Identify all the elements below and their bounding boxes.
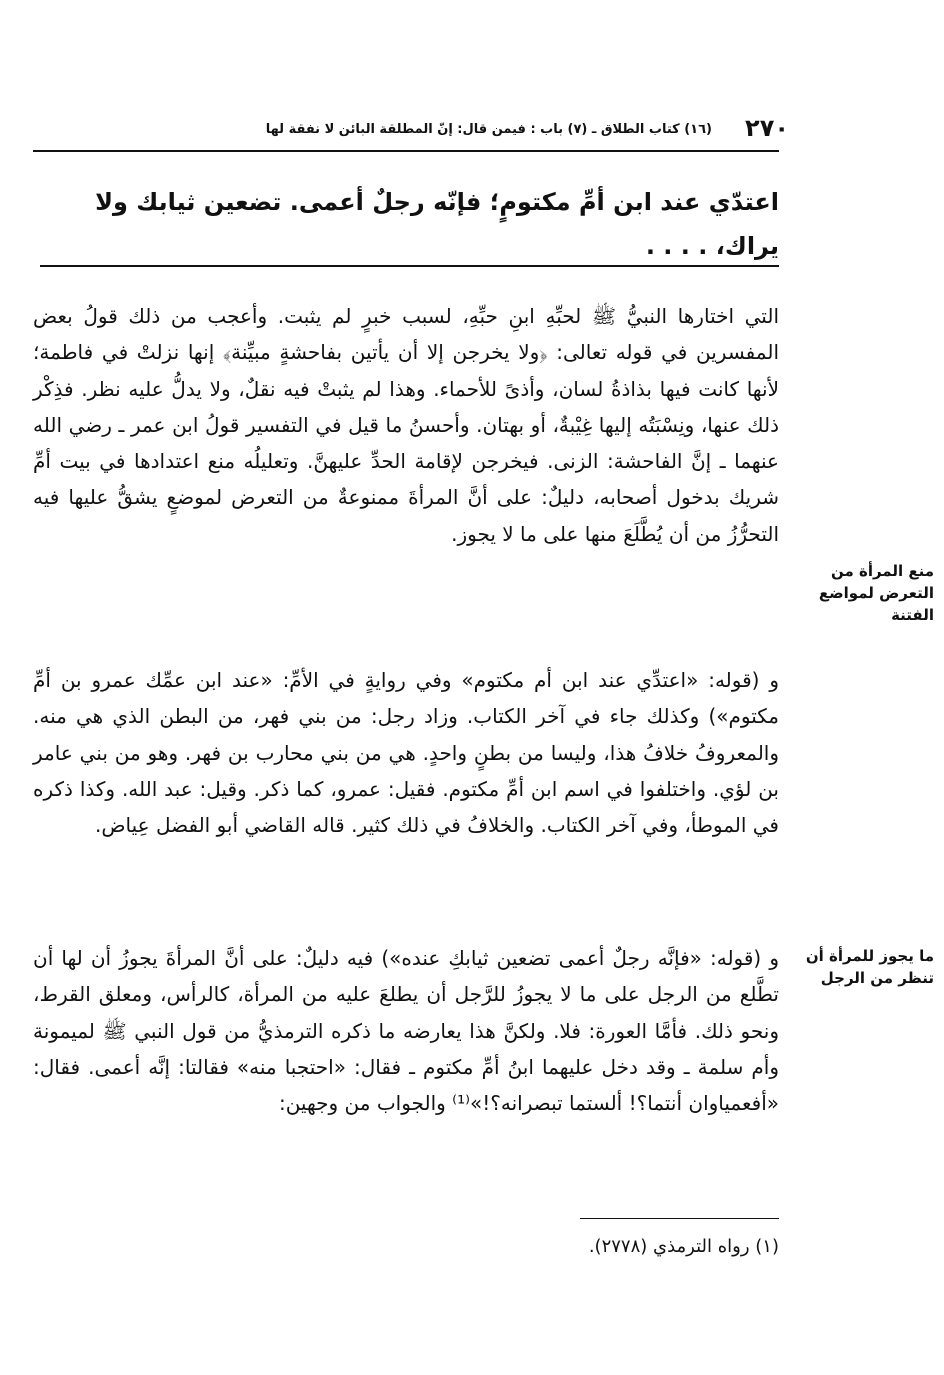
hadith-divider bbox=[40, 265, 779, 267]
running-title: (١٦) كتاب الطلاق ـ (٧) باب : فيمن قال: إنّ المطلقة البائن لا نفقة لها bbox=[265, 122, 712, 137]
commentary-paragraph-2: و (قوله: «اعتدِّي عند ابن أم مكتوم» وفي روايةٍ في الأمِّ: «عند ابن عمِّك عمرو بن أمِّ مكتوم») وكذلك جاء في آخر الكتاب. وزاد رجل: من بني فهر، من البطن الذي هي منه. والمعروفُ خلافُ هذا، وليسا من بطنٍ واحدٍ. هي من بني محارب بن فهر. وهو من بني عامر بن لؤي. واختلفوا في اسم ابن أمِّ مكتوم. فقيل: عمرو، كما ذكر. وقيل: عبد الله. وكذا ذكره في الموطأ، وفي آخر الكتاب. والخلافُ في ذلك كثير. قاله القاضي أبو الفضل عِياض. bbox=[33, 668, 779, 838]
footnote: (١) رواه الترمذي (٢٧٧٨). bbox=[588, 1236, 779, 1257]
page-number: ٢٧٠ bbox=[745, 114, 789, 142]
commentary-paragraph-3: و (قوله: «فإنَّه رجلٌ أعمى تضعين ثيابكِ عنده») فيه دليلٌ: على أنَّ المرأةَ يجوزُ أن لها أن تطَّلع من الرجل على ما لا يجوزُ للرَّجل أن يطلعَ عليه من المرأة، كالرأس، ومعلق القرط، ونحو ذلك. فأمَّا العورة: فلا. ولكنَّ هذا يعارضه ما ذكره الترمذيُّ من قول النبي ﷺ لميمونة وأم سلمة ـ وقد دخل عليهما ابنُ أمِّ مكتوم ـ فقال: «احتجبا منه» فقالتا: إنَّه أعمى. فقال: «أفعمياوان أنتما؟! ألستما تبصرانه؟!»⁽¹⁾ والجواب من وجهين: bbox=[33, 946, 779, 1116]
margin-note-1: منع المرأة من التعرض لمواضع الفتنة bbox=[818, 562, 934, 624]
margin-note-2: ما يجوز للمرأة أن تنظر من الرجل bbox=[805, 947, 934, 987]
header-divider bbox=[33, 150, 779, 152]
footnote-divider bbox=[580, 1218, 779, 1219]
commentary-paragraph-1: التي اختارها النبيُّ ﷺ لحبِّهِ ابنِ حبِّهِ، لسبب خبرٍ لم يثبت. وأعجب من ذلك قولُ بعض المفسرين في قوله تعالى: ﴿ولا يخرجن إلا أن يأتين بفاحشةٍ مبيِّنة﴾ إنها نزلتْ في فاطمة؛ لأنها كانت فيها بذاذةُ لسان، وأذىً للأحماء. وهذا لم يثبتْ فيه نقلٌ، ولا يدلُّ عليه نظر. فذِكْر ذلك عنها، ونِسْبَتُه إليها غِيْبةٌ، أو بهتان. وأحسنُ ما قيل في التفسير قولُ ابن عمر ـ رضي الله عنهما ـ إنَّ الفاحشة: الزنى. فيخرجن لإقامة الحدِّ عليهنَّ. وتعليلُه منع اعتدادها في بيت أمِّ شريك بدخول أصحابه، دليلٌ: على أنَّ المرأةَ ممنوعةٌ من التعرض لموضعٍ يشقُّ عليها فيه التحرُّزُ من أن يُطَّلَعَ منها على ما لا يجوز. bbox=[33, 304, 779, 546]
hadith-text: اعتدّي عند ابن أمِّ مكتومٍ؛ فإنّه رجلٌ أعمى. تضعين ثيابك ولا يراك، . . . . bbox=[95, 188, 779, 260]
